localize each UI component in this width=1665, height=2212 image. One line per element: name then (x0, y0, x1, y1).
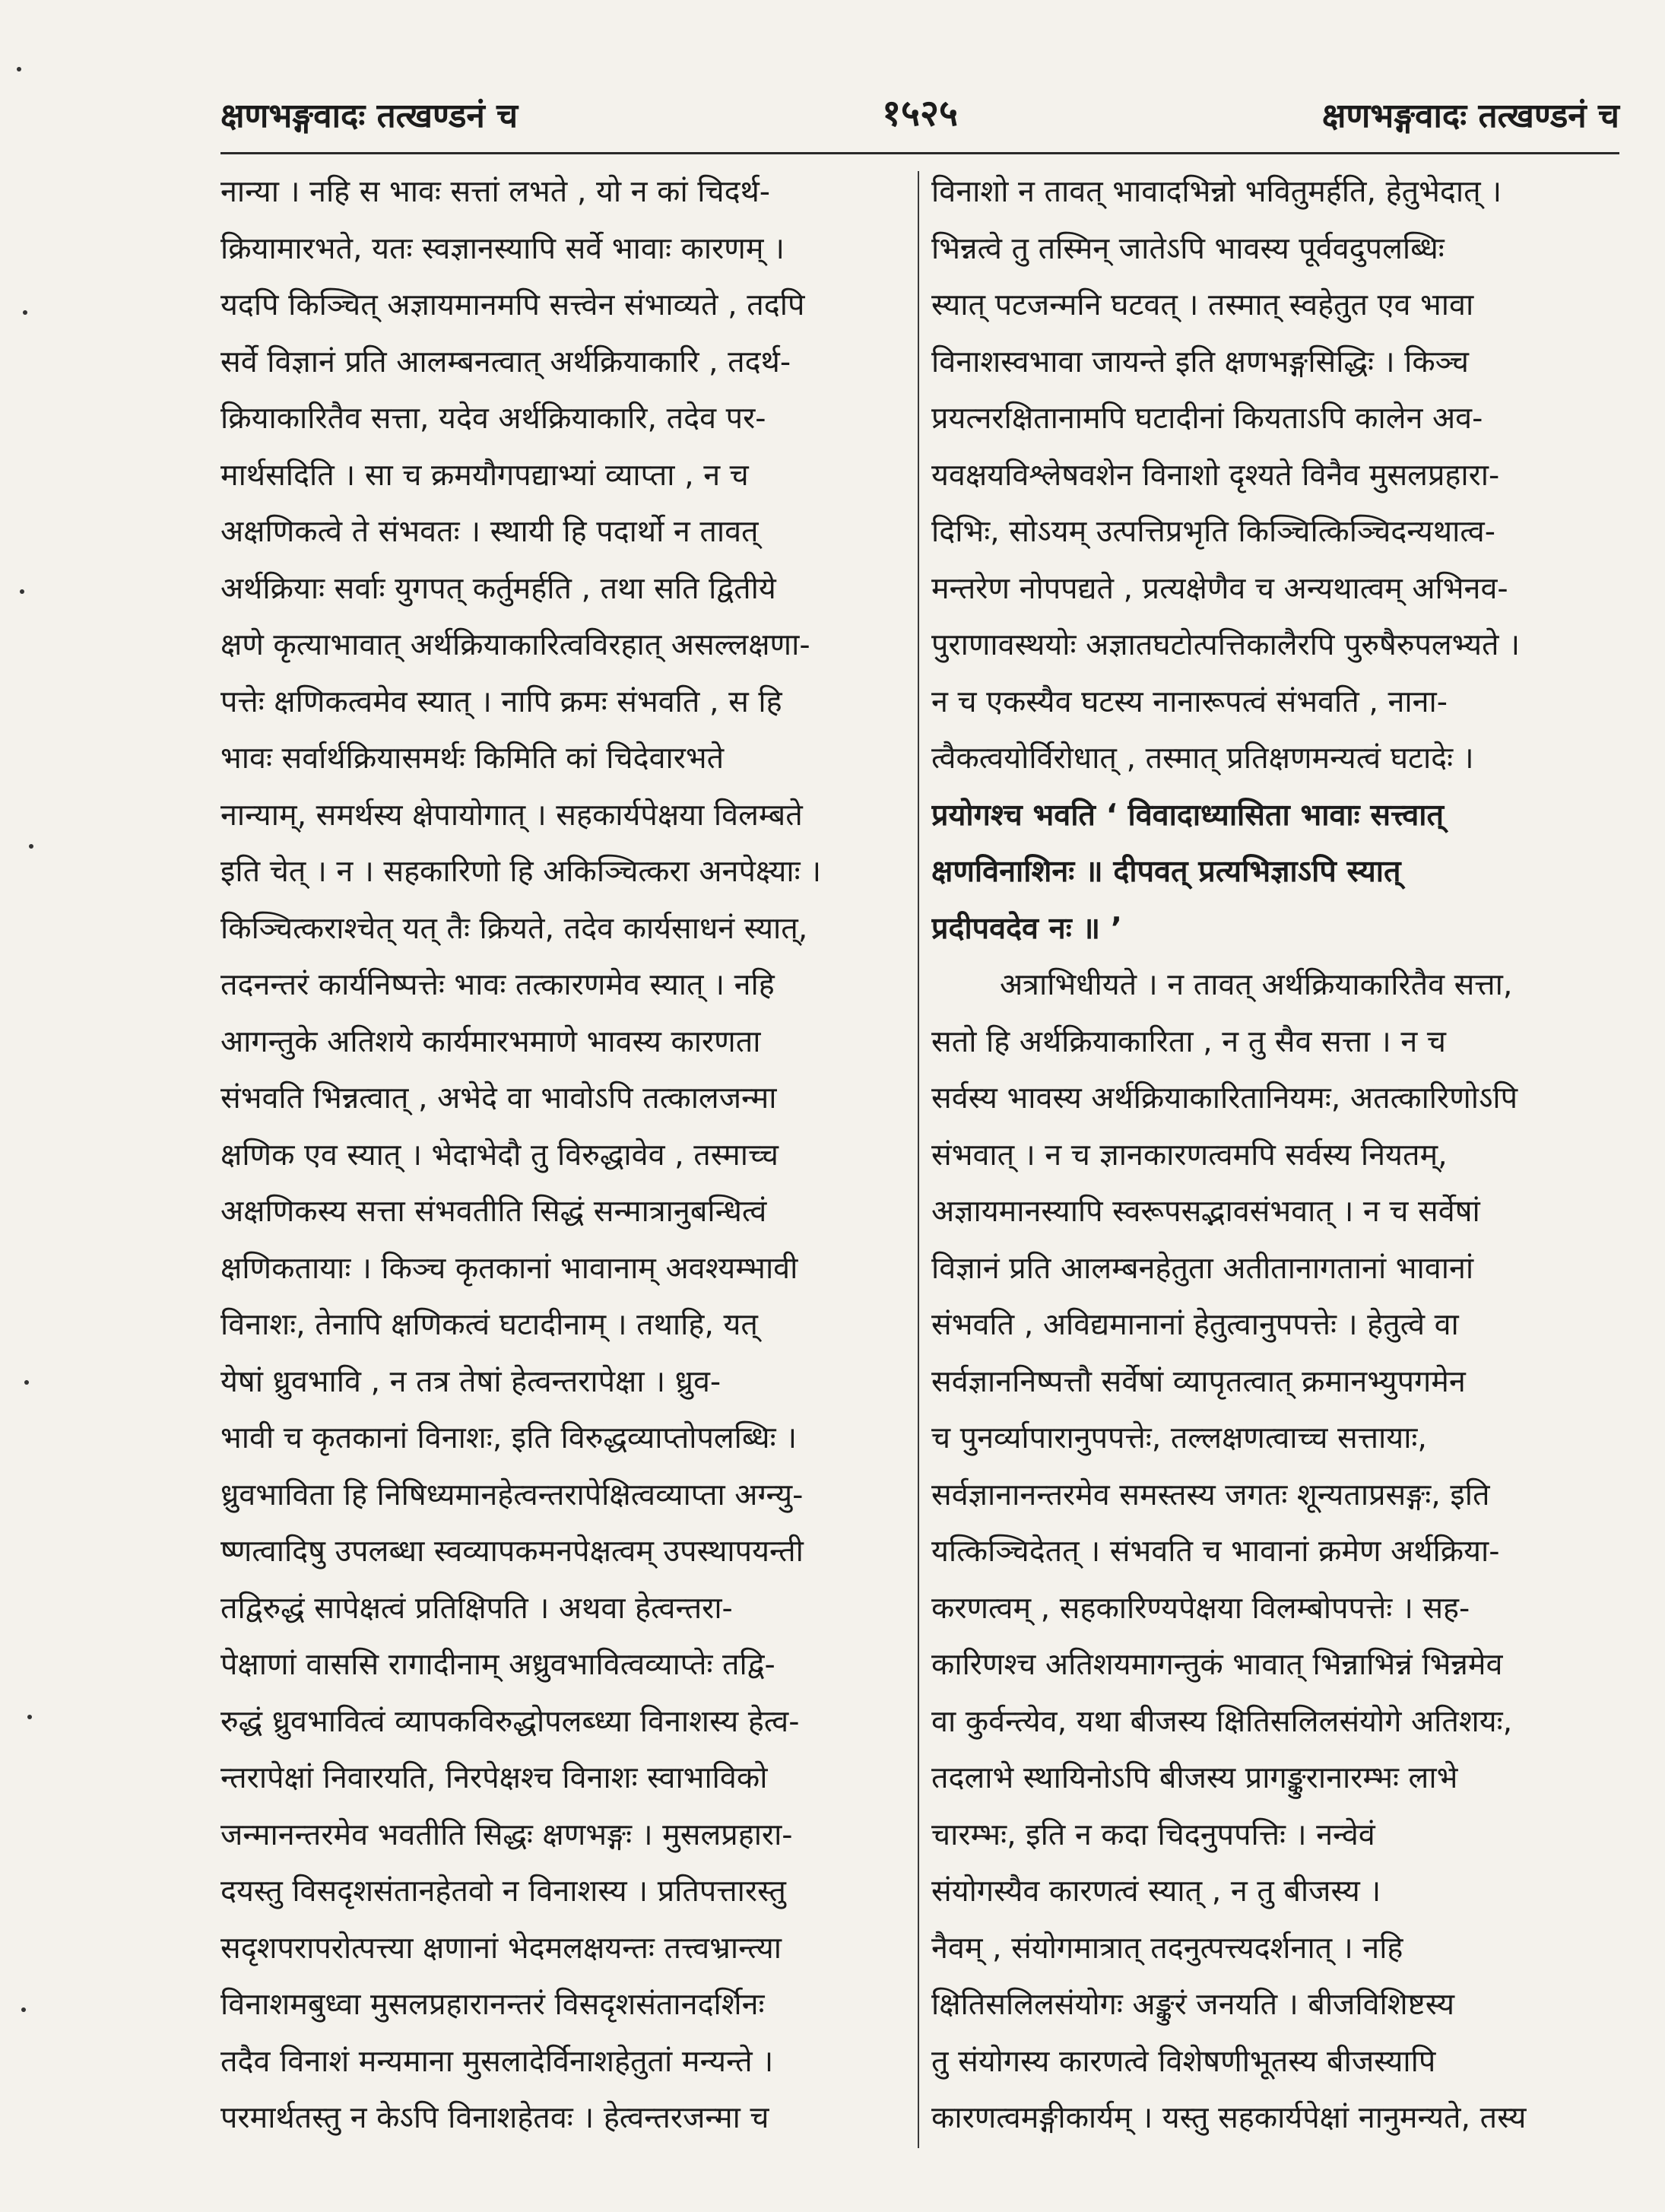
text-line: भावी च कृतकानां विनाशः, इति विरुद्धव्याप्तोपलब्धिः । (220, 1420, 798, 1455)
text-line: क्षितिसलिलसंयोगः अङ्कुरं जनयति । बीजविशिष्टस्य (931, 1987, 1454, 2022)
margin-speck (29, 844, 33, 849)
text-line: नान्या । नहि स भावः सत्तां लभते , यो न कां चिदर्थ- (220, 174, 771, 209)
header-right-title: क्षणभङ्गवादः तत्खण्डनं च (1321, 97, 1619, 135)
text-line: स्यात् पटजन्मनि घटवत् । तस्मात् स्वहेतुत एव भावा (931, 287, 1474, 322)
text-line: कारिणश्च अतिशयमागन्तुकं भावात् भिन्नाभिन्नं भिन्नमेव (931, 1647, 1503, 1682)
text-line: करणत्वम् , सहकारिण्यपेक्षया विलम्बोपपत्तेः । सह- (931, 1590, 1470, 1626)
text-line: पेक्षाणां वाससि रागादीनाम् अध्रुवभावित्वव्याप्तेः तद्वि- (220, 1647, 775, 1682)
text-line: तदनन्तरं कार्यनिष्पत्तेः भावः तत्कारणमेव स्यात् । नहि (220, 967, 775, 1002)
text-line: नान्याम्, समर्थस्य क्षेपायोगात् । सहकार्यपेक्षया विलम्बते (220, 797, 803, 833)
text-line: इति चेत् । न । सहकारिणो हि अकिञ्चित्करा अनपेक्ष्याः । (220, 854, 822, 889)
text-line: प्रयोगश्च भवति ‘ विवादाध्यासिता भावाः सत्त्वात् (931, 797, 1445, 833)
text-line: दिभिः, सोऽयम् उत्पत्तिप्रभृति किञ्चित्किञ्चिदन्यथात्व- (931, 514, 1495, 549)
text-line: क्षणिक एव स्यात् । भेदाभेदौ तु विरुद्धावेव , तस्माच्च (220, 1137, 779, 1173)
text-line: विज्ञानं प्रति आलम्बनहेतुता अतीतानागतानां भावानां (931, 1250, 1474, 1286)
text-line: क्षणविनाशिनः ॥ दीपवत् प्रत्यभिज्ञाऽपि स्यात् (931, 854, 1401, 889)
text-line: तदैव विनाशं मन्यमाना मुसलादेर्विनाशहेतुतां मन्यन्ते । (220, 2043, 774, 2079)
text-line: प्रदीपवदेव नः ॥ ’ (931, 910, 1122, 946)
text-line: न्तरापेक्षां निवारयति, निरपेक्षश्च विनाशः स्वाभाविको (220, 1760, 768, 1795)
text-line: संयोगस्यैव कारणत्वं स्यात् , न तु बीजस्य । (931, 1874, 1381, 1909)
text-line: परमार्थतस्तु न केऽपि विनाशहेतवः । हेत्वन्तरजन्मा च (220, 2100, 769, 2135)
text-line: पत्तेः क्षणिकत्वमेव स्यात् । नापि क्रमः संभवति , स हि (220, 684, 782, 719)
margin-speck (21, 2007, 26, 2012)
text-line: तदलाभे स्थायिनोऽपि बीजस्य प्रागङ्कुरानारम्भः लाभे (931, 1760, 1458, 1795)
text-line: सदृशपरापरोत्पत्त्या क्षणानां भेदमलक्षयन्तः तत्त्वभ्रान्त्या (220, 1930, 782, 1966)
text-line: भावः सर्वार्थक्रियासमर्थः किमिति कां चिदेवारभते (220, 741, 725, 776)
text-line: विनाशमबुध्वा मुसलप्रहारानन्तरं विसदृशसंतानदर्शिनः (220, 1987, 765, 2022)
header-left-title: क्षणभङ्गवादः तत्खण्डनं च (220, 97, 519, 135)
margin-speck (20, 589, 24, 594)
margin-speck (24, 1380, 29, 1385)
header-rule (220, 152, 1619, 154)
text-line: आगन्तुके अतिशये कार्यमारभमाणे भावस्य कारणता (220, 1023, 761, 1059)
text-line: अक्षणिकत्वे ते संभवतः । स्थायी हि पदार्थो न तावत् (220, 514, 759, 549)
margin-speck (27, 1715, 32, 1719)
text-line: क्षणिकतायाः । किञ्च कृतकानां भावानाम् अवश्यम्भावी (220, 1250, 798, 1286)
margin-speck (17, 67, 21, 71)
text-line: क्रियाकारितैव सत्ता, यदेव अर्थक्रियाकारि, तदेव पर- (220, 401, 766, 436)
page-number: १५२५ (882, 92, 958, 135)
text-line: विनाशः, तेनापि क्षणिकत्वं घटादीनाम् । तथाहि, यत् (220, 1307, 758, 1342)
text-line: सर्वस्य भावस्य अर्थक्रियाकारितानियमः, अतत्कारिणोऽपि (931, 1081, 1518, 1116)
text-line: मार्थसदिति । सा च क्रमयौगपद्याभ्यां व्याप्ता , न च (220, 457, 749, 493)
running-header (220, 76, 1619, 137)
left-column (220, 163, 909, 2171)
column-divider (918, 171, 919, 2148)
text-line: ध्रुवभाविता हि निषिध्यमानहेत्वन्तरापेक्षित्वव्याप्ता अग्न्यु- (220, 1477, 804, 1512)
text-line: यत्किञ्चिदेतत् । संभवति च भावानां क्रमेण अर्थक्रिया- (931, 1534, 1500, 1569)
text-line: जन्मानन्तरमेव भवतीति सिद्धः क्षणभङ्गः । मुसलप्रहारा- (220, 1817, 793, 1852)
text-line: ष्णत्वादिषु उपलब्धा स्वव्यापकमनपेक्षत्वम् उपस्थापयन्ती (220, 1534, 804, 1569)
text-line: त्वैकत्वयोर्विरोधात् , तस्मात् प्रतिक्षणमन्यत्वं घटादेः । (931, 741, 1474, 776)
text-line: यवक्षयविश्लेषवशेन विनाशो दृश्यते विनैव मुसलप्रहारा- (931, 457, 1500, 493)
text-line: यदपि किञ्चित् अज्ञायमानमपि सत्त्वेन संभाव्यते , तदपि (220, 287, 805, 322)
text-line: रुद्धं ध्रुवभावित्वं व्यापकविरुद्धोपलब्ध्या विनाशस्य हेत्व- (220, 1703, 800, 1739)
text-line: अर्थक्रियाः सर्वाः युगपत् कर्तुमर्हति , तथा सति द्वितीये (220, 570, 776, 606)
text-line: अक्षणिकस्य सत्ता संभवतीति सिद्धं सन्मात्रानुबन्धित्वं (220, 1194, 767, 1229)
text-line: क्षणे कृत्याभावात् अर्थक्रियाकारित्वविरहात् असल्लक्षणा- (220, 627, 810, 662)
text-line: कारणत्वमङ्गीकार्यम् । यस्तु सहकार्यपेक्षां नानुमन्यते, तस्य (931, 2100, 1527, 2135)
text-line: प्रयत्नरक्षितानामपि घटादीनां कियताऽपि कालेन अव- (931, 401, 1483, 436)
text-line: चारम्भः, इति न कदा चिदनुपपत्तिः । नन्वेवं (931, 1817, 1375, 1852)
text-line: दयस्तु विसदृशसंतानहेतवो न विनाशस्य । प्रतिपत्तारस्तु (220, 1874, 786, 1909)
text-line: पुराणावस्थयोः अज्ञातघटोत्पत्तिकालैरपि पुरुषैरुपलभ्यते । (931, 627, 1521, 662)
right-column (931, 163, 1619, 2171)
text-line: संभवति भिन्नत्वात् , अभेदे वा भावोऽपि तत्कालजन्मा (220, 1081, 777, 1116)
margin-speck (23, 310, 27, 315)
text-line: न च एकस्यैव घटस्य नानारूपत्वं संभवति , नाना- (931, 684, 1448, 719)
text-line: क्रियामारभते, यतः स्वज्ञानस्यापि सर्वे भावाः कारणम् । (220, 230, 785, 266)
text-line: किञ्चित्कराश्चेत् यत् तैः क्रियते, तदेव कार्यसाधनं स्यात्, (220, 910, 808, 946)
text-line: संभवति , अविद्यमानानां हेतुत्वानुपपत्तेः । हेतुत्वे वा (931, 1307, 1459, 1342)
text-line: वा कुर्वन्त्येव, यथा बीजस्य क्षितिसलिलसंयोगे अतिशयः, (931, 1703, 1513, 1739)
text-line: येषां ध्रुवभावि , न तत्र तेषां हेत्वन्तरापेक्षा । ध्रुव- (220, 1363, 722, 1399)
text-line: सर्वज्ञाननिष्पत्तौ सर्वेषां व्यापृतत्वात् क्रमानभ्युपगमेन (931, 1363, 1466, 1399)
text-line: विनाशस्वभावा जायन्ते इति क्षणभङ्गसिद्धिः । किञ्च (931, 344, 1469, 379)
text-line: मन्तरेण नोपपद्यते , प्रत्यक्षेणैव च अन्यथात्वम् अभिनव- (931, 570, 1508, 606)
text-line: नैवम् , संयोगमात्रात् तदनुत्पत्त्यदर्शनात् । नहि (931, 1930, 1403, 1966)
text-line: सर्वज्ञानानन्तरमेव समस्तस्य जगतः शून्यताप्रसङ्गः, इति (931, 1477, 1490, 1512)
text-line: विनाशो न तावत् भावादभिन्नो भवितुमर्हति, हेतुभेदात् । (931, 174, 1502, 209)
text-line: अज्ञायमानस्यापि स्वरूपसद्भावसंभवात् । न च सर्वेषां (931, 1194, 1480, 1229)
text-line: सतो हि अर्थक्रियाकारिता , न तु सैव सत्ता । न च (931, 1023, 1446, 1059)
text-line: सर्वे विज्ञानं प्रति आलम्बनत्वात् अर्थक्रियाकारि , तदर्थ- (220, 344, 791, 379)
text-line: संभवात् । न च ज्ञानकारणत्वमपि सर्वस्य नियतम्, (931, 1137, 1448, 1173)
text-line: अत्राभिधीयते । न तावत् अर्थक्रियाकारितैव सत्ता, (1000, 967, 1513, 1002)
text-line: तु संयोगस्य कारणत्वे विशेषणीभूतस्य बीजस्यापि (931, 2043, 1436, 2079)
text-line: भिन्नत्वे तु तस्मिन् जातेऽपि भावस्य पूर्ववदुपलब्धिः (931, 230, 1445, 266)
text-line: च पुनर्व्यापारानुपपत्तेः, तल्लक्षणत्वाच्च सत्तायाः, (931, 1420, 1427, 1455)
text-line: तद्विरुद्धं सापेक्षत्वं प्रतिक्षिपति । अथवा हेत्वन्तरा- (220, 1590, 733, 1626)
